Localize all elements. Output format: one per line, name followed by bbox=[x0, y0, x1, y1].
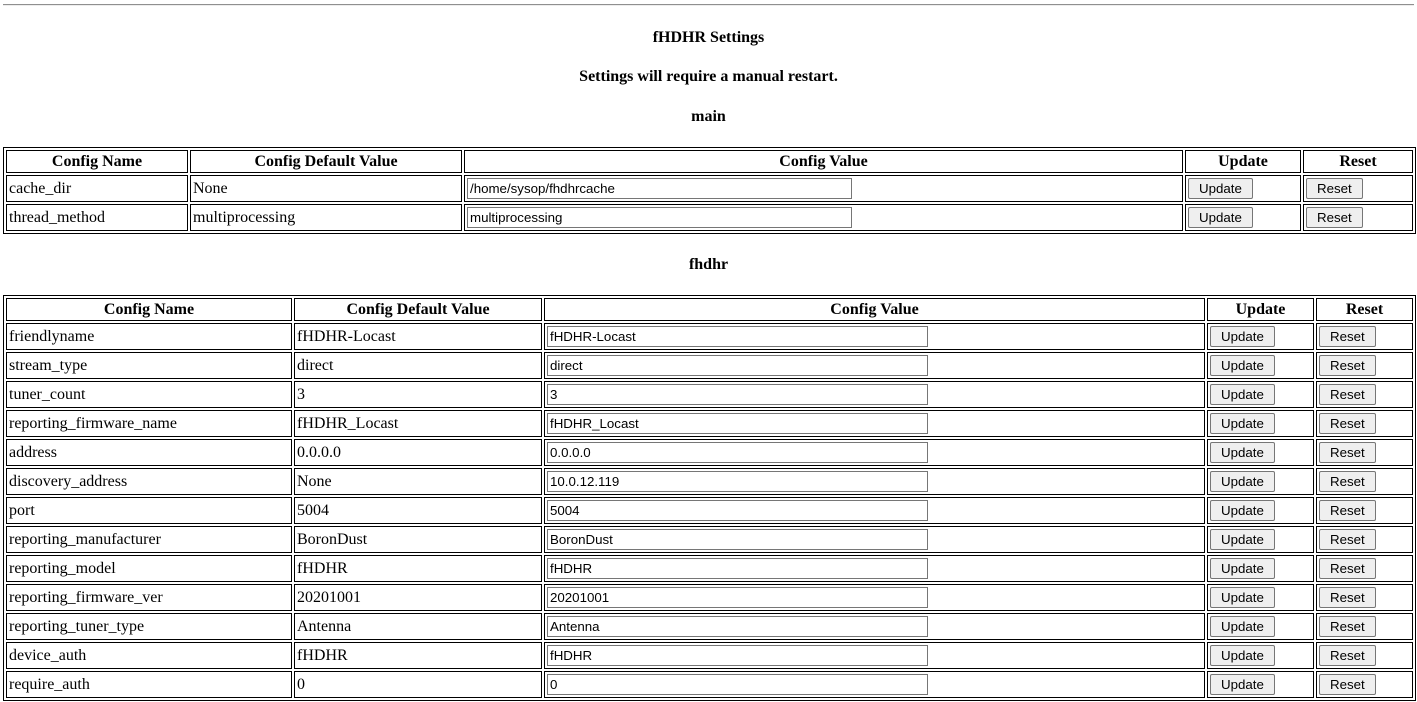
reset-button[interactable]: Reset bbox=[1319, 529, 1376, 550]
config-name-cell: reporting_manufacturer bbox=[6, 526, 292, 553]
update-cell bbox=[1207, 584, 1314, 611]
config-default-cell: direct bbox=[294, 352, 542, 379]
col-header-config-name: Config Name bbox=[6, 150, 188, 173]
config-name-cell: discovery_address bbox=[6, 468, 292, 495]
update-cell bbox=[1207, 526, 1314, 553]
config-row bbox=[6, 613, 1413, 640]
config-row bbox=[6, 468, 1413, 495]
update-cell bbox=[1207, 381, 1314, 408]
config-value-input[interactable] bbox=[547, 442, 928, 463]
reset-cell bbox=[1316, 381, 1413, 408]
reset-cell bbox=[1316, 468, 1413, 495]
config-name-cell: cache_dir bbox=[6, 175, 188, 202]
update-cell bbox=[1207, 613, 1314, 640]
update-button[interactable]: Update bbox=[1188, 178, 1253, 199]
config-default-cell: multiprocessing bbox=[190, 204, 462, 231]
col-header-update: Update bbox=[1185, 150, 1301, 173]
section-main bbox=[3, 107, 1414, 234]
update-button[interactable]: Update bbox=[1210, 355, 1275, 376]
config-row bbox=[6, 204, 1413, 231]
update-cell bbox=[1207, 439, 1314, 466]
reset-cell bbox=[1316, 526, 1413, 553]
reset-cell bbox=[1316, 671, 1413, 698]
update-button[interactable]: Update bbox=[1210, 326, 1275, 347]
reset-button[interactable]: Reset bbox=[1319, 645, 1376, 666]
page-title: fHDHR Settings bbox=[652, 29, 765, 46]
config-name-cell: device_auth bbox=[6, 642, 292, 669]
config-default-cell: 3 bbox=[294, 381, 542, 408]
reset-button[interactable]: Reset bbox=[1319, 587, 1376, 608]
config-row bbox=[6, 671, 1413, 698]
reset-button[interactable]: Reset bbox=[1319, 674, 1376, 695]
reset-button[interactable]: Reset bbox=[1319, 558, 1376, 579]
config-value-input[interactable] bbox=[547, 558, 928, 579]
config-value-input[interactable] bbox=[547, 471, 928, 492]
config-name-cell: tuner_count bbox=[6, 381, 292, 408]
config-name-cell: reporting_model bbox=[6, 555, 292, 582]
update-button[interactable]: Update bbox=[1210, 471, 1275, 492]
config-value-input[interactable] bbox=[547, 587, 928, 608]
reset-cell bbox=[1316, 642, 1413, 669]
table-header-row bbox=[6, 150, 1413, 173]
update-button[interactable]: Update bbox=[1210, 616, 1275, 637]
section-heading-main: main bbox=[691, 108, 726, 125]
config-value-input[interactable] bbox=[467, 178, 852, 199]
reset-cell bbox=[1316, 439, 1413, 466]
update-cell bbox=[1207, 410, 1314, 437]
config-row bbox=[6, 497, 1413, 524]
config-value-input[interactable] bbox=[547, 384, 928, 405]
config-name-cell: reporting_firmware_name bbox=[6, 410, 292, 437]
update-button[interactable]: Update bbox=[1210, 558, 1275, 579]
reset-cell bbox=[1316, 584, 1413, 611]
reset-button[interactable]: Reset bbox=[1306, 207, 1363, 228]
update-cell bbox=[1207, 352, 1314, 379]
col-header-config-name: Config Name bbox=[6, 298, 292, 321]
config-value-input[interactable] bbox=[547, 355, 928, 376]
reset-cell bbox=[1316, 323, 1413, 350]
update-button[interactable]: Update bbox=[1210, 645, 1275, 666]
update-cell bbox=[1207, 468, 1314, 495]
config-default-cell: 5004 bbox=[294, 497, 542, 524]
config-value-cell bbox=[544, 642, 1205, 669]
reset-button[interactable]: Reset bbox=[1319, 471, 1376, 492]
config-row bbox=[6, 642, 1413, 669]
config-name-cell: require_auth bbox=[6, 671, 292, 698]
config-default-cell: None bbox=[190, 175, 462, 202]
config-default-cell: fHDHR-Locast bbox=[294, 323, 542, 350]
config-value-cell bbox=[544, 352, 1205, 379]
section-heading-fhdhr: fhdhr bbox=[688, 256, 729, 273]
config-value-cell bbox=[544, 410, 1205, 437]
update-cell bbox=[1185, 204, 1301, 231]
update-cell bbox=[1207, 671, 1314, 698]
col-header-config-default: Config Default Value bbox=[190, 150, 462, 173]
config-default-cell: None bbox=[294, 468, 542, 495]
col-header-config-value: Config Value bbox=[464, 150, 1183, 173]
config-default-cell: fHDHR_Locast bbox=[294, 410, 542, 437]
update-button[interactable]: Update bbox=[1210, 674, 1275, 695]
reset-button[interactable]: Reset bbox=[1319, 326, 1376, 347]
col-header-reset: Reset bbox=[1316, 298, 1413, 321]
table-header-row bbox=[6, 298, 1413, 321]
update-button[interactable]: Update bbox=[1210, 587, 1275, 608]
config-name-cell: stream_type bbox=[6, 352, 292, 379]
col-header-reset: Reset bbox=[1303, 150, 1413, 173]
col-header-config-value: Config Value bbox=[544, 298, 1205, 321]
main-config-table bbox=[3, 147, 1416, 234]
fhdhr-config-table bbox=[3, 295, 1416, 701]
reset-button[interactable]: Reset bbox=[1319, 355, 1376, 376]
update-button[interactable]: Update bbox=[1210, 413, 1275, 434]
section-fhdhr bbox=[3, 255, 1414, 701]
update-cell bbox=[1207, 497, 1314, 524]
update-button[interactable]: Update bbox=[1210, 384, 1275, 405]
config-default-cell: fHDHR bbox=[294, 555, 542, 582]
config-name-cell: thread_method bbox=[6, 204, 188, 231]
config-row bbox=[6, 555, 1413, 582]
update-cell bbox=[1207, 323, 1314, 350]
reset-button[interactable]: Reset bbox=[1319, 500, 1376, 521]
config-name-cell: reporting_firmware_ver bbox=[6, 584, 292, 611]
config-value-cell bbox=[544, 613, 1205, 640]
reset-cell bbox=[1303, 175, 1413, 202]
reset-cell bbox=[1316, 410, 1413, 437]
config-name-cell: reporting_tuner_type bbox=[6, 613, 292, 640]
config-name-cell: friendlyname bbox=[6, 323, 292, 350]
top-divider bbox=[3, 4, 1414, 6]
update-cell bbox=[1207, 555, 1314, 582]
reset-button[interactable]: Reset bbox=[1319, 384, 1376, 405]
config-value-cell bbox=[544, 526, 1205, 553]
col-header-config-default: Config Default Value bbox=[294, 298, 542, 321]
config-value-cell bbox=[544, 468, 1205, 495]
update-button[interactable]: Update bbox=[1210, 529, 1275, 550]
config-value-cell bbox=[544, 671, 1205, 698]
reset-cell bbox=[1316, 497, 1413, 524]
config-value-cell bbox=[464, 204, 1183, 231]
config-value-input[interactable] bbox=[547, 326, 928, 347]
config-row bbox=[6, 410, 1413, 437]
config-default-cell: 0 bbox=[294, 671, 542, 698]
config-row bbox=[6, 381, 1413, 408]
config-value-input[interactable] bbox=[547, 616, 928, 637]
update-button[interactable]: Update bbox=[1210, 442, 1275, 463]
config-default-cell: 0.0.0.0 bbox=[294, 439, 542, 466]
settings-page bbox=[0, 4, 1417, 701]
config-name-cell: port bbox=[6, 497, 292, 524]
config-value-cell bbox=[544, 439, 1205, 466]
config-value-cell bbox=[544, 555, 1205, 582]
reset-button[interactable]: Reset bbox=[1306, 178, 1363, 199]
reset-cell bbox=[1316, 555, 1413, 582]
config-value-input[interactable] bbox=[547, 645, 928, 666]
config-value-cell bbox=[544, 584, 1205, 611]
config-value-cell bbox=[544, 323, 1205, 350]
reset-cell bbox=[1303, 204, 1413, 231]
config-default-cell: 20201001 bbox=[294, 584, 542, 611]
config-value-input[interactable] bbox=[467, 207, 852, 228]
config-value-cell bbox=[544, 497, 1205, 524]
col-header-update: Update bbox=[1207, 298, 1314, 321]
update-button[interactable]: Update bbox=[1210, 500, 1275, 521]
config-default-cell: Antenna bbox=[294, 613, 542, 640]
config-value-input[interactable] bbox=[547, 529, 928, 550]
reset-cell bbox=[1316, 352, 1413, 379]
config-row bbox=[6, 526, 1413, 553]
config-value-input[interactable] bbox=[547, 500, 928, 521]
page-subtitle: Settings will require a manual restart. bbox=[579, 68, 838, 85]
reset-button[interactable]: Reset bbox=[1319, 616, 1376, 637]
update-cell bbox=[1207, 642, 1314, 669]
update-cell bbox=[1185, 175, 1301, 202]
config-row bbox=[6, 323, 1413, 350]
reset-button[interactable]: Reset bbox=[1319, 442, 1376, 463]
reset-cell bbox=[1316, 613, 1413, 640]
update-button[interactable]: Update bbox=[1188, 207, 1253, 228]
config-default-cell: BoronDust bbox=[294, 526, 542, 553]
config-row bbox=[6, 439, 1413, 466]
config-row bbox=[6, 584, 1413, 611]
config-value-cell bbox=[464, 175, 1183, 202]
config-default-cell: fHDHR bbox=[294, 642, 542, 669]
config-row bbox=[6, 175, 1413, 202]
config-value-input[interactable] bbox=[547, 413, 928, 434]
config-row bbox=[6, 352, 1413, 379]
config-name-cell: address bbox=[6, 439, 292, 466]
config-value-input[interactable] bbox=[547, 674, 928, 695]
config-value-cell bbox=[544, 381, 1205, 408]
reset-button[interactable]: Reset bbox=[1319, 413, 1376, 434]
